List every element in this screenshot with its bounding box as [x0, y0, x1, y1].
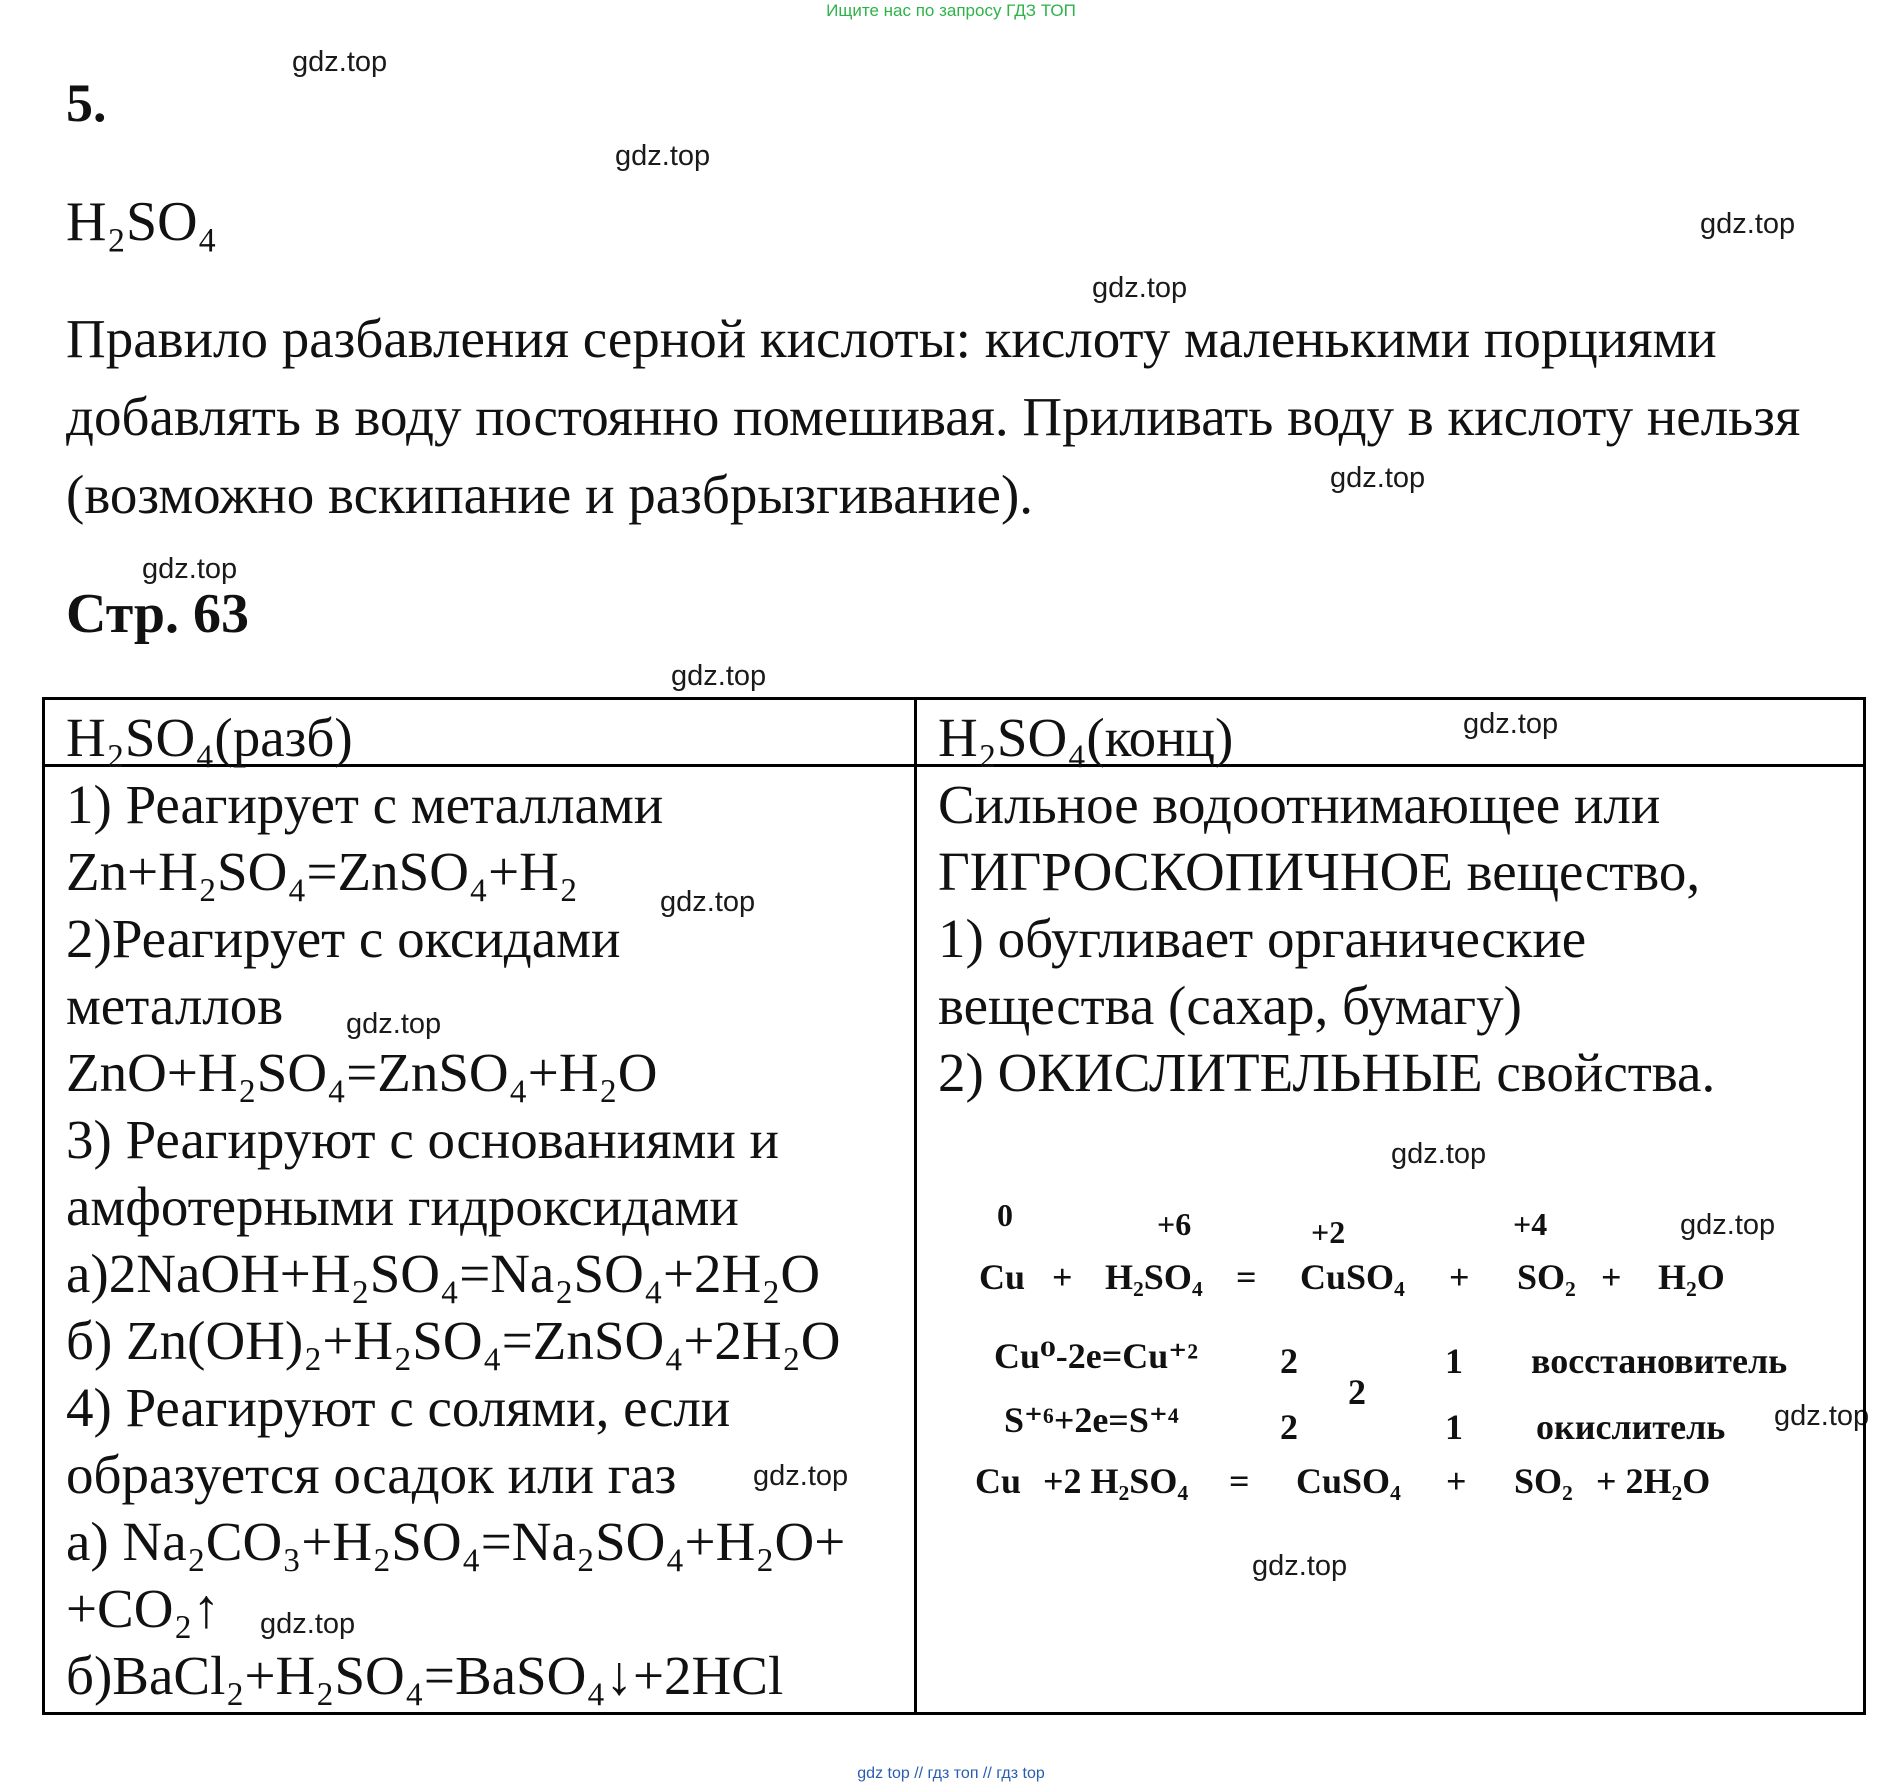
equation-term: SO₂ [1514, 1461, 1573, 1501]
list-item: 3) Реагируют с основаниями и [66, 1109, 779, 1170]
list-item: вещества (сахар, бумагу) [938, 975, 1522, 1036]
watermark: gdz.top [142, 553, 238, 585]
equation-term: H₂O [1658, 1257, 1725, 1297]
coefficient: 1 [1445, 1407, 1463, 1447]
list-item: 1) обугливает органические [938, 908, 1587, 969]
equation-term: + [1449, 1257, 1470, 1297]
top-banner: Ищите нас по запросу ГДЗ ТОП [826, 1, 1076, 20]
reducer-label: восстановитель [1531, 1341, 1788, 1381]
watermark: gdz.top [292, 46, 388, 78]
oxidation-state: +2 [1311, 1214, 1346, 1250]
watermark: gdz.top [1391, 1138, 1487, 1170]
watermark: gdz.top [1330, 462, 1426, 494]
bottom-banner: gdz top // гдз топ // гдз top [857, 1765, 1045, 1782]
watermark: gdz.top [1092, 272, 1188, 304]
list-item: ГИГРОСКОПИЧНОЕ вещество, [938, 841, 1701, 902]
list-item: +CO₂↑ [66, 1578, 221, 1639]
dilute-acid-properties [66, 771, 845, 1709]
oxidizer-label: окислитель [1536, 1407, 1726, 1447]
task-number: 5. [66, 73, 107, 133]
equation-term: Cu [975, 1461, 1022, 1501]
dilute-acid-header: H₂SO₄(разб) [66, 707, 353, 768]
electron-count: 2 [1280, 1341, 1298, 1381]
list-item: 4) Реагируют с солями, если [66, 1377, 731, 1438]
oxidation-state: 0 [997, 1197, 1013, 1233]
watermark: gdz.top [1774, 1400, 1870, 1432]
electron-count: 2 [1280, 1407, 1298, 1447]
page-label: Стр. 63 [66, 583, 250, 645]
equation-term: SO₂ [1517, 1257, 1576, 1297]
list-item: металлов [66, 975, 284, 1036]
watermark: gdz.top [1252, 1550, 1348, 1582]
list-item: образуется осадок или газ [66, 1444, 677, 1505]
watermark: gdz.top [1463, 708, 1559, 740]
equation-term: Cu [979, 1257, 1026, 1297]
watermark: gdz.top [753, 1460, 849, 1492]
oxidation-state: +6 [1157, 1206, 1192, 1242]
dilution-rule-text: Правило разбавления серной кислоты: кислоту маленькими порциями добавлять в воду постоянно помешивая. Приливать воду в кислоту нельзя (возможно вскипание и разбрызгивание). [66, 308, 1801, 525]
list-item: б)BaCl₂+H₂SO₄=BaSO₄↓+2HCl [66, 1645, 784, 1706]
list-item: 1) Реагирует с металлами [66, 774, 664, 835]
equation-term: = [1229, 1461, 1250, 1501]
watermark: gdz.top [260, 1608, 356, 1640]
coefficient: 1 [1445, 1341, 1463, 1381]
formula: H₂SO₄ [66, 191, 218, 253]
list-item: 2) ОКИСЛИТЕЛЬНЫЕ свойства. [938, 1042, 1716, 1103]
equation-term: + 2H₂O [1596, 1461, 1711, 1501]
list-item: амфотерными гидроксидами [66, 1176, 739, 1237]
list-item: а) Na₂CO₃+H₂SO₄=Na₂SO₄+H₂O+ [66, 1511, 846, 1572]
common-multiple: 2 [1348, 1372, 1366, 1412]
watermark: gdz.top [1680, 1209, 1776, 1241]
equation-term: + [1601, 1257, 1622, 1297]
concentrated-acid-header: H₂SO₄(конц) [938, 707, 1234, 768]
list-item: Zn+H₂SO₄=ZnSO₄+H₂ [66, 841, 578, 902]
equation-term: + [1052, 1257, 1073, 1297]
watermark: gdz.top [615, 140, 711, 172]
watermark: gdz.top [671, 660, 767, 692]
watermark: gdz.top [660, 886, 756, 918]
half-reaction-oxidation: Cu⁰-2e=Cu⁺² [994, 1336, 1199, 1376]
list-item: Сильное водоотнимающее или [938, 774, 1661, 835]
equation-term: +2 H₂SO₄ [1043, 1461, 1189, 1501]
equation-term: + [1446, 1461, 1467, 1501]
equation-term: CuSO₄ [1300, 1257, 1405, 1297]
list-item: а)2NaOH+H₂SO₄=Na₂SO₄+2H₂O [66, 1243, 821, 1304]
equation-term: H₂SO₄ [1105, 1257, 1203, 1297]
list-item: ZnO+H₂SO₄=ZnSO₄+H₂O [66, 1042, 658, 1103]
list-item: б) Zn(OH)₂+H₂SO₄=ZnSO₄+2H₂O [66, 1310, 841, 1371]
concentrated-acid-properties [938, 771, 1715, 1106]
watermark: gdz.top [346, 1008, 442, 1040]
equation-term: CuSO₄ [1296, 1461, 1401, 1501]
oxidation-state: +4 [1513, 1206, 1548, 1242]
half-reaction-reduction: S⁺⁶+2e=S⁺⁴ [1004, 1400, 1179, 1440]
watermark: gdz.top [1700, 208, 1796, 240]
table-column-divider [914, 697, 917, 1715]
list-item: 2)Реагирует с оксидами [66, 908, 621, 969]
equation-term: = [1236, 1257, 1257, 1297]
